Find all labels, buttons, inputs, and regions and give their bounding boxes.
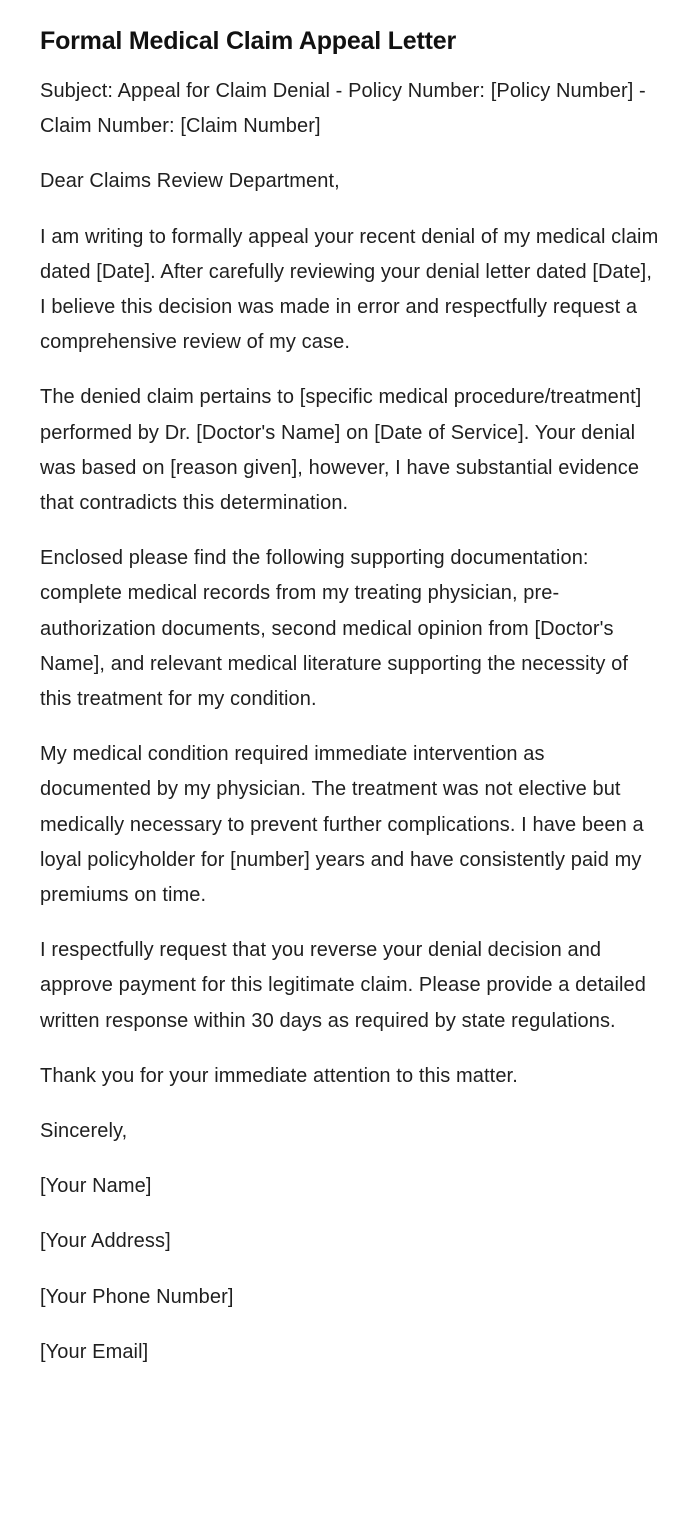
body-paragraph-medical-necessity: My medical condition required immediate intervention as documented by my physician. The treatment was not elective but medically necessary to prevent further complications. I have been a loyal policyholder for [number] years and have consistently paid my premiums on time. [40, 743, 644, 907]
subject-line: Subject: Appeal for Claim Denial - Policy Number: [Policy Number] - Claim Number: [Claim Number] [40, 80, 646, 138]
signature-email: [Your Email] [40, 1340, 149, 1363]
body-paragraph-enclosures: Enclosed please find the following supporting documentation: complete medical records from my treating physician, pre-authorization documents, second medical opinion from [Doctor's Name], and relevant medical literature supporting the necessity of this treatment for my condition. [40, 547, 629, 711]
signature-address: [Your Address] [40, 1230, 171, 1253]
signature-phone: [Your Phone Number] [40, 1285, 234, 1308]
body-paragraph-intro: I am writing to formally appeal your recent denial of my medical claim dated [Date]. After carefully reviewing your denial letter dated [Date], I believe this decision was made in error and respectfully request a comprehensive review of my case. [40, 225, 659, 354]
body-paragraph-request: I respectfully request that you reverse your denial decision and approve payment for this legitimate claim. Please provide a detailed written response within 30 days as required by state regulations. [40, 939, 647, 1032]
letter-title: Formal Medical Claim Appeal Letter [40, 27, 456, 55]
salutation: Dear Claims Review Department, [40, 170, 340, 193]
body-paragraph-thanks: Thank you for your immediate attention to this matter. [40, 1064, 518, 1087]
body-paragraph-claim-details: The denied claim pertains to [specific medical procedure/treatment] performed by Dr. [Doctor's Name] on [Date of Service]. Your denial was based on [reason given], however, I have substantial evidence that contradicts this determination. [40, 386, 642, 515]
signature-name: [Your Name] [40, 1175, 152, 1198]
closing: Sincerely, [40, 1120, 128, 1143]
